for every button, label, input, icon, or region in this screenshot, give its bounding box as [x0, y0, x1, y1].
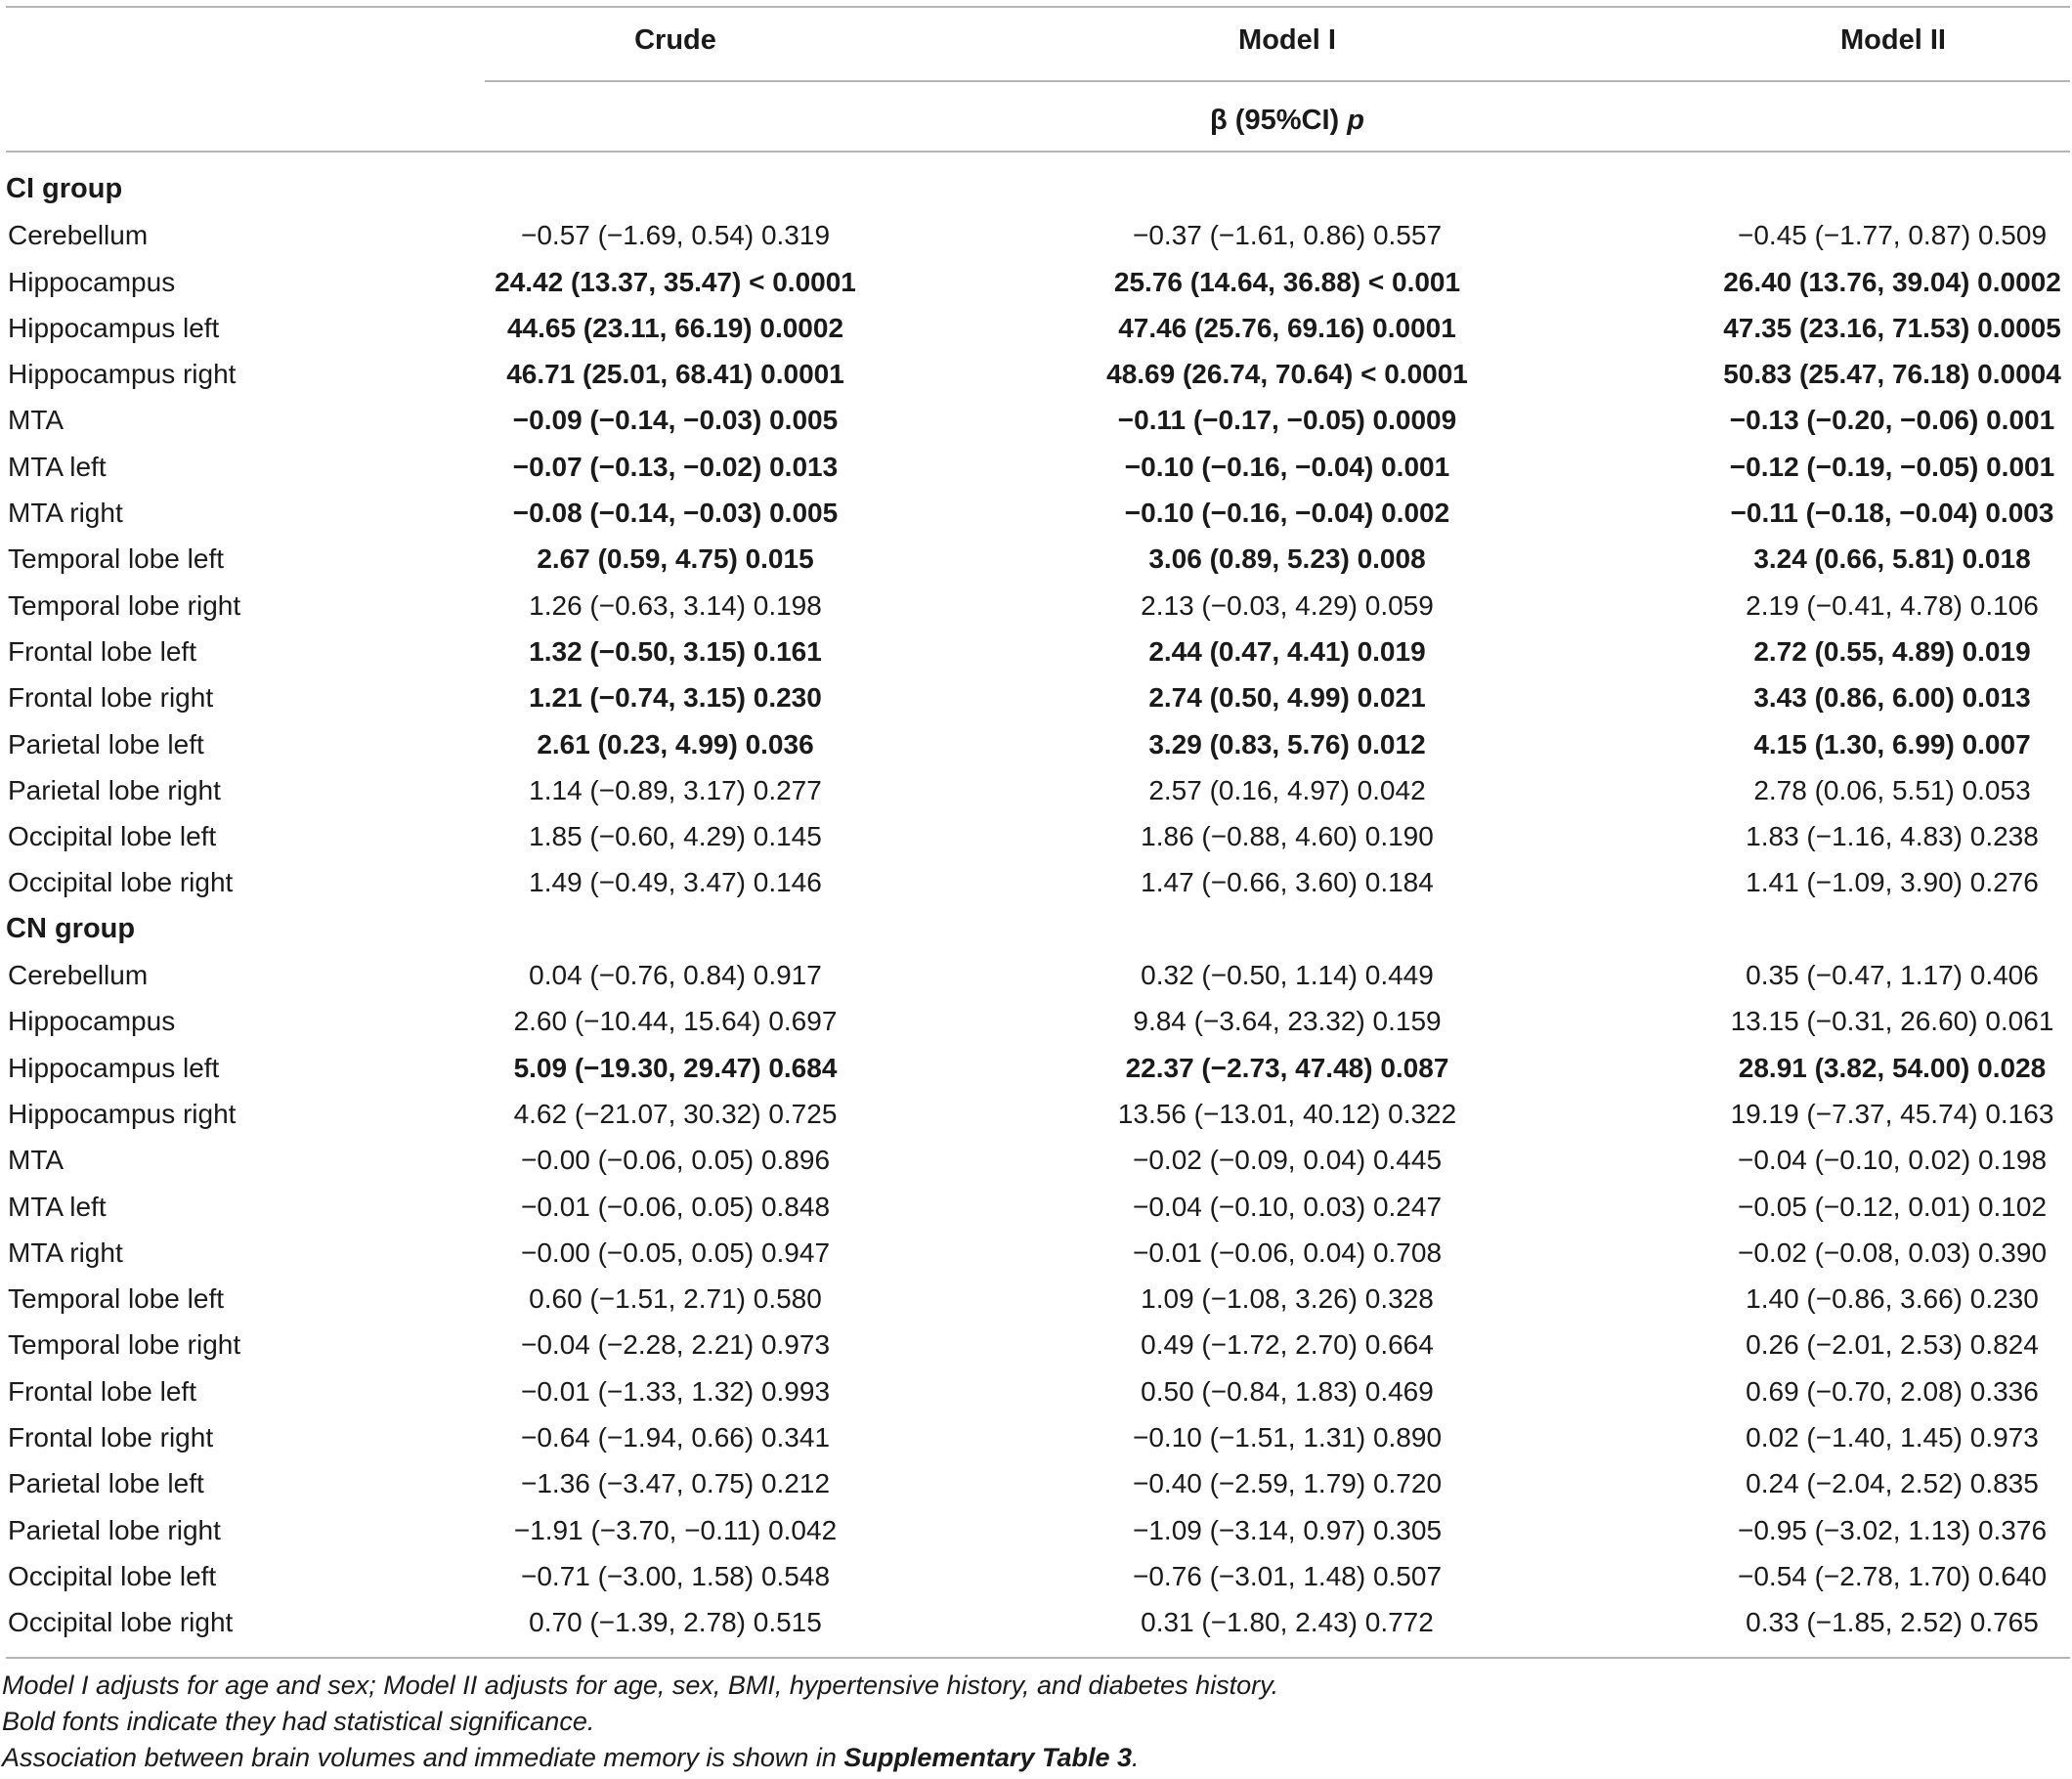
table-row	[6, 444, 2070, 490]
cell-model-i: 13.56 (−13.01, 40.12) 0.322	[1117, 1098, 1457, 1129]
row-label: Occipital lobe left	[8, 1560, 217, 1591]
cell-model-i: −0.37 (−1.61, 0.86) 0.557	[1132, 220, 1443, 251]
cell-model-i: −0.40 (−2.59, 1.79) 0.720	[1132, 1468, 1443, 1499]
cell-crude: 0.70 (−1.39, 2.78) 0.515	[529, 1607, 822, 1638]
row-label: MTA	[8, 405, 65, 436]
row-label: Hippocampus right	[8, 359, 237, 390]
column-header-model-i: Model I	[1238, 24, 1336, 56]
cell-model-i: −0.01 (−0.06, 0.04) 0.708	[1132, 1237, 1443, 1268]
cell-model-i: 0.50 (−0.84, 1.83) 0.469	[1141, 1375, 1434, 1407]
cell-crude: 1.14 (−0.89, 3.17) 0.277	[529, 774, 822, 805]
table-row	[6, 397, 2070, 443]
table-row	[6, 1091, 2070, 1137]
table-row	[6, 629, 2070, 674]
cell-model-i: −0.10 (−0.16, −0.04) 0.002	[1124, 498, 1450, 529]
table-row	[6, 212, 2070, 258]
cell-model-ii: −0.95 (−3.02, 1.13) 0.376	[1737, 1514, 2048, 1545]
cell-model-ii: −0.11 (−0.18, −0.04) 0.003	[1730, 498, 2054, 529]
group-title: CN group	[6, 912, 136, 944]
supplementary-table-link[interactable]: Supplementary Table 3	[843, 1743, 1132, 1772]
table-row	[6, 1137, 2070, 1183]
cell-model-i: 48.69 (26.74, 70.64) < 0.0001	[1106, 359, 1468, 390]
cell-model-ii: 47.35 (23.16, 71.53) 0.0005	[1723, 312, 2061, 343]
cell-crude: −0.09 (−0.14, −0.03) 0.005	[512, 405, 839, 436]
row-label: Temporal lobe right	[8, 589, 241, 621]
cell-model-i: 2.74 (0.50, 4.99) 0.021	[1148, 682, 1426, 714]
row-label: Parietal lobe right	[8, 1514, 221, 1545]
cell-model-i: −0.76 (−3.01, 1.48) 0.507	[1132, 1560, 1443, 1591]
cell-model-i: 1.09 (−1.08, 3.26) 0.328	[1141, 1283, 1434, 1315]
table-row	[6, 1045, 2070, 1091]
cell-crude: 4.62 (−21.07, 30.32) 0.725	[513, 1098, 838, 1129]
table-row	[6, 583, 2070, 629]
cell-model-ii: 0.35 (−0.47, 1.17) 0.406	[1746, 960, 2039, 991]
table-row	[6, 767, 2070, 813]
cell-model-i: −0.02 (−0.09, 0.04) 0.445	[1132, 1145, 1443, 1176]
table-row	[6, 1507, 2070, 1553]
cell-model-ii: −0.02 (−0.08, 0.03) 0.390	[1737, 1237, 2048, 1268]
row-label: Frontal lobe left	[8, 635, 196, 667]
table-row	[6, 1460, 2070, 1506]
cell-model-i: 1.47 (−0.66, 3.60) 0.184	[1141, 867, 1434, 898]
cell-crude: 0.60 (−1.51, 2.71) 0.580	[529, 1283, 822, 1315]
cell-model-i: 2.57 (0.16, 4.97) 0.042	[1148, 774, 1426, 805]
cell-model-i: 1.86 (−0.88, 4.60) 0.190	[1141, 821, 1434, 852]
row-label: MTA	[8, 1145, 65, 1176]
row-label: Hippocampus	[8, 266, 176, 297]
cell-model-i: 0.31 (−1.80, 2.43) 0.772	[1141, 1607, 1434, 1638]
table-body	[6, 166, 2070, 1646]
cell-crude: 1.32 (−0.50, 3.15) 0.161	[529, 635, 822, 667]
table-row	[6, 305, 2070, 351]
row-label: Occipital lobe left	[8, 821, 217, 852]
cell-model-ii: −0.54 (−2.78, 1.70) 0.640	[1737, 1560, 2048, 1591]
cell-model-ii: 3.24 (0.66, 5.81) 0.018	[1753, 543, 2031, 575]
table-row	[6, 952, 2070, 998]
cell-model-ii: −0.04 (−0.10, 0.02) 0.198	[1737, 1145, 2048, 1176]
table-row	[6, 1599, 2070, 1645]
cell-crude: −0.07 (−0.13, −0.02) 0.013	[512, 451, 839, 482]
table-row	[6, 1368, 2070, 1414]
cell-model-i: −0.10 (−0.16, −0.04) 0.001	[1124, 451, 1450, 482]
table-row	[6, 1553, 2070, 1599]
footnote-supplementary	[2, 1740, 2054, 1776]
row-label: Frontal lobe right	[8, 1422, 214, 1454]
table-row	[6, 351, 2070, 397]
cell-crude: −0.00 (−0.06, 0.05) 0.896	[520, 1145, 831, 1176]
cell-model-ii: 2.78 (0.06, 5.51) 0.053	[1753, 774, 2031, 805]
cell-model-ii: −0.13 (−0.20, −0.06) 0.001	[1729, 405, 2055, 436]
row-label: Temporal lobe left	[8, 543, 225, 575]
table-row	[6, 1276, 2070, 1322]
cell-model-i: 25.76 (14.64, 36.88) < 0.001	[1113, 266, 1461, 297]
cell-crude: −0.64 (−1.94, 0.66) 0.341	[520, 1422, 831, 1454]
table-row	[6, 259, 2070, 305]
cell-crude: 2.61 (0.23, 4.99) 0.036	[537, 728, 814, 759]
table-row	[6, 813, 2070, 859]
cell-crude: −0.01 (−1.33, 1.32) 0.993	[520, 1375, 831, 1407]
row-label: Hippocampus left	[8, 312, 220, 343]
cell-model-i: 0.49 (−1.72, 2.70) 0.664	[1141, 1329, 1434, 1361]
cell-crude: 1.21 (−0.74, 3.15) 0.230	[529, 682, 822, 714]
cell-crude: 1.26 (−0.63, 3.14) 0.198	[529, 589, 822, 621]
cell-model-i: −0.10 (−1.51, 1.31) 0.890	[1132, 1422, 1443, 1454]
cell-model-ii: 1.40 (−0.86, 3.66) 0.230	[1746, 1283, 2039, 1315]
cell-model-ii: 19.19 (−7.37, 45.74) 0.163	[1730, 1098, 2054, 1129]
row-label: Hippocampus	[8, 1006, 176, 1037]
cell-crude: −0.04 (−2.28, 2.21) 0.973	[520, 1329, 831, 1361]
cell-model-ii: 28.91 (3.82, 54.00) 0.028	[1738, 1052, 2047, 1083]
table-row	[6, 998, 2070, 1044]
group-header-row	[6, 166, 2070, 212]
table-bottom-rule	[6, 1657, 2070, 1659]
cell-crude: −0.00 (−0.05, 0.05) 0.947	[520, 1237, 831, 1268]
statistic-subheader	[1097, 100, 1478, 141]
table-row	[6, 1184, 2070, 1230]
cell-crude: 24.42 (13.37, 35.47) < 0.0001	[495, 266, 856, 297]
table-row	[6, 1230, 2070, 1276]
table-footnotes	[2, 1668, 2054, 1776]
table-row	[6, 721, 2070, 767]
cell-model-ii: 0.69 (−0.70, 2.08) 0.336	[1746, 1375, 2039, 1407]
cell-crude: 46.71 (25.01, 68.41) 0.0001	[506, 359, 844, 390]
cell-model-ii: 2.19 (−0.41, 4.78) 0.106	[1746, 589, 2039, 621]
row-label: Occipital lobe right	[8, 867, 234, 898]
cell-model-ii: 26.40 (13.76, 39.04) 0.0002	[1723, 266, 2061, 297]
cell-crude: 44.65 (23.11, 66.19) 0.0002	[506, 312, 844, 343]
cell-model-ii: 0.24 (−2.04, 2.52) 0.835	[1746, 1468, 2039, 1499]
header-span-rule	[485, 80, 2070, 82]
row-label: Parietal lobe left	[8, 728, 204, 759]
cell-crude: −0.57 (−1.69, 0.54) 0.319	[520, 220, 831, 251]
group-title: CI group	[6, 173, 123, 204]
row-label: Parietal lobe left	[8, 1468, 204, 1499]
cell-model-i: 2.13 (−0.03, 4.29) 0.059	[1141, 589, 1434, 621]
row-label: Occipital lobe right	[8, 1607, 234, 1638]
cell-model-i: 3.29 (0.83, 5.76) 0.012	[1148, 728, 1426, 759]
table-row	[6, 1414, 2070, 1460]
cell-model-i: 47.46 (25.76, 69.16) 0.0001	[1118, 312, 1456, 343]
group-header-row	[6, 906, 2070, 952]
cell-crude: −0.01 (−0.06, 0.05) 0.848	[520, 1191, 831, 1222]
cell-crude: 1.85 (−0.60, 4.29) 0.145	[529, 821, 822, 852]
cell-model-i: 9.84 (−3.64, 23.32) 0.159	[1133, 1006, 1442, 1037]
cell-crude: −0.71 (−3.00, 1.58) 0.548	[520, 1560, 831, 1591]
cell-model-i: 2.44 (0.47, 4.41) 0.019	[1148, 635, 1426, 667]
table-top-rule	[6, 6, 2070, 8]
cell-crude: −1.91 (−3.70, −0.11) 0.042	[513, 1514, 838, 1545]
footnote-supplementary-text: Association between brain volumes and immediate memory is shown in	[2, 1743, 844, 1772]
cell-model-ii: −0.12 (−0.19, −0.05) 0.001	[1729, 451, 2055, 482]
row-label: Frontal lobe right	[8, 682, 214, 714]
table-row	[6, 674, 2070, 720]
cell-model-ii: 50.83 (25.47, 76.18) 0.0004	[1723, 359, 2061, 390]
cell-model-ii: 2.72 (0.55, 4.89) 0.019	[1753, 635, 2031, 667]
table-row	[6, 490, 2070, 536]
row-label: MTA left	[8, 451, 107, 482]
row-label: Frontal lobe left	[8, 1375, 196, 1407]
footnote-bold: Bold fonts indicate they had statistical significance.	[2, 1707, 595, 1736]
cell-model-ii: 3.43 (0.86, 6.00) 0.013	[1753, 682, 2031, 714]
cell-model-i: −0.11 (−0.17, −0.05) 0.0009	[1117, 405, 1457, 436]
cell-crude: 2.67 (0.59, 4.75) 0.015	[537, 543, 814, 575]
cell-model-ii: −0.45 (−1.77, 0.87) 0.509	[1737, 220, 2048, 251]
row-label: MTA right	[8, 498, 123, 529]
cell-crude: 2.60 (−10.44, 15.64) 0.697	[513, 1006, 838, 1037]
row-label: Cerebellum	[8, 960, 149, 991]
cell-model-i: −0.04 (−0.10, 0.03) 0.247	[1132, 1191, 1443, 1222]
row-label: Hippocampus left	[8, 1052, 220, 1083]
table-row	[6, 859, 2070, 905]
row-label: MTA right	[8, 1237, 123, 1268]
cell-model-i: −1.09 (−3.14, 0.97) 0.305	[1132, 1514, 1443, 1545]
table-row	[6, 536, 2070, 582]
footnote-supplementary-end: .	[1132, 1743, 1140, 1772]
row-label: Cerebellum	[8, 220, 149, 251]
cell-model-ii: 13.15 (−0.31, 26.60) 0.061	[1730, 1006, 2054, 1037]
row-label: Hippocampus right	[8, 1098, 237, 1129]
cell-crude: −1.36 (−3.47, 0.75) 0.212	[520, 1468, 831, 1499]
cell-model-i: 0.32 (−0.50, 1.14) 0.449	[1141, 960, 1434, 991]
row-label: Temporal lobe left	[8, 1283, 225, 1315]
cell-model-ii: −0.05 (−0.12, 0.01) 0.102	[1737, 1191, 2048, 1222]
cell-model-ii: 0.02 (−1.40, 1.45) 0.973	[1746, 1422, 2039, 1454]
table-row	[6, 1322, 2070, 1367]
row-label: MTA left	[8, 1191, 107, 1222]
column-header-crude: Crude	[634, 24, 716, 56]
row-label: Parietal lobe right	[8, 774, 221, 805]
row-label: Temporal lobe right	[8, 1329, 241, 1361]
footnote-models: Model I adjusts for age and sex; Model II adjusts for age, sex, BMI, hypertensive history, and diabetes history.	[2, 1671, 1279, 1700]
cell-model-ii: 1.41 (−1.09, 3.90) 0.276	[1746, 867, 2039, 898]
cell-crude: −0.08 (−0.14, −0.03) 0.005	[512, 498, 839, 529]
cell-model-ii: 4.15 (1.30, 6.99) 0.007	[1753, 728, 2031, 759]
cell-model-ii: 0.33 (−1.85, 2.52) 0.765	[1746, 1607, 2039, 1638]
header-bottom-rule	[6, 151, 2070, 152]
cell-model-i: 22.37 (−2.73, 47.48) 0.087	[1125, 1052, 1449, 1083]
cell-crude: 1.49 (−0.49, 3.47) 0.146	[529, 867, 822, 898]
cell-crude: 0.04 (−0.76, 0.84) 0.917	[529, 960, 822, 991]
subheader-p: p	[1347, 105, 1364, 136]
subheader-beta-ci: β (95%CI)	[1210, 105, 1348, 136]
cell-model-ii: 0.26 (−2.01, 2.53) 0.824	[1746, 1329, 2039, 1361]
cell-model-ii: 1.83 (−1.16, 4.83) 0.238	[1746, 821, 2039, 852]
cell-model-i: 3.06 (0.89, 5.23) 0.008	[1148, 543, 1426, 575]
column-header-model-ii: Model II	[1840, 24, 1946, 56]
cell-crude: 5.09 (−19.30, 29.47) 0.684	[513, 1052, 838, 1083]
